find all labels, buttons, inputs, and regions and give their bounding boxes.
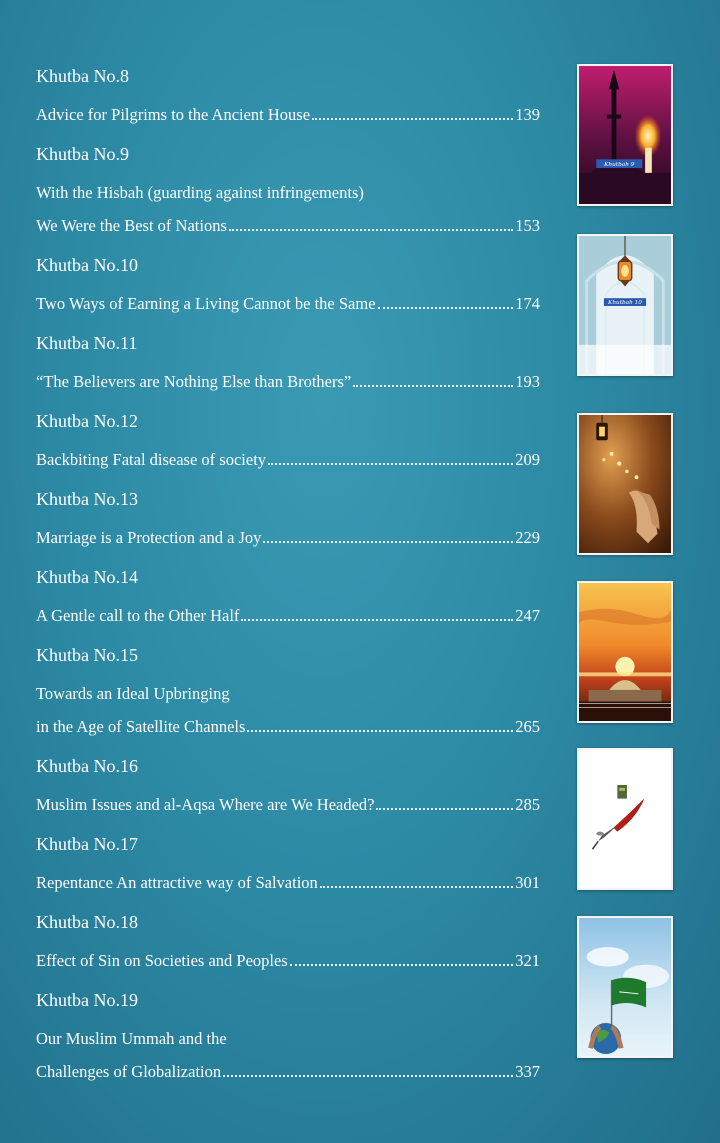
- toc-line[interactable]: [36, 216, 540, 236]
- toc-line[interactable]: [36, 1062, 540, 1082]
- khutba-number: Khutba No.16: [36, 756, 138, 776]
- dot-leader: [353, 384, 513, 387]
- thumbnail-column: [577, 0, 677, 1143]
- toc-entry: [36, 144, 540, 236]
- khutba-title: We Were the Best of Nations: [36, 216, 227, 235]
- page-number: 229: [515, 528, 540, 547]
- thumbnail-caption: Khutbah 9: [604, 162, 635, 169]
- khutba-number: Khutba No.19: [36, 990, 138, 1010]
- dot-leader: [376, 807, 513, 810]
- dot-leader: [290, 963, 514, 966]
- khutba-number: Khutba No.14: [36, 567, 138, 587]
- toc-line[interactable]: [36, 717, 540, 737]
- toc-entry: [36, 834, 540, 893]
- page-number: 321: [515, 951, 540, 970]
- dot-leader: [378, 306, 514, 309]
- khutba-title: Two Ways of Earning a Living Cannot be the Same: [36, 294, 376, 313]
- dot-leader: [320, 885, 513, 888]
- dot-leader: [247, 729, 513, 732]
- praying-hands-thumbnail: [577, 413, 673, 555]
- khutba-number: Khutba No.9: [36, 144, 129, 164]
- toc-line[interactable]: [36, 606, 540, 626]
- khutba-title: in the Age of Satellite Channels: [36, 717, 246, 736]
- toc-line[interactable]: [36, 372, 540, 392]
- khutba-title: With the Hisbah (guarding against infringements): [36, 183, 364, 202]
- toc-line[interactable]: [36, 294, 540, 314]
- khutba-number: Khutba No.12: [36, 411, 138, 431]
- toc-entry: [36, 411, 540, 470]
- khutba-title: Repentance An attractive way of Salvation: [36, 873, 318, 892]
- toc-line: [36, 684, 540, 704]
- khutba-title: Our Muslim Ummah and the: [36, 1029, 227, 1048]
- lantern-arch-thumbnail: [577, 234, 673, 376]
- dot-leader: [268, 462, 513, 465]
- khutba-title: Muslim Issues and al-Aqsa Where are We Headed?: [36, 795, 375, 814]
- khutba-number: Khutba No.11: [36, 333, 138, 353]
- page-number: 265: [515, 717, 540, 736]
- toc-line[interactable]: [36, 105, 540, 125]
- flag-globe-thumbnail: [577, 916, 673, 1058]
- khutba-title: Effect of Sin on Societies and Peoples: [36, 951, 288, 970]
- page-number: 247: [515, 606, 540, 625]
- toc-line[interactable]: [36, 450, 540, 470]
- toc-line[interactable]: [36, 951, 540, 971]
- toc-line: [36, 183, 540, 203]
- toc-line[interactable]: [36, 795, 540, 815]
- page-number: 337: [515, 1062, 540, 1081]
- table-of-contents: [36, 66, 540, 1101]
- toc-entry: [36, 567, 540, 626]
- dot-leader: [229, 228, 513, 231]
- toc-entry: [36, 645, 540, 737]
- toc-line: [36, 1029, 540, 1049]
- page-number: 301: [515, 873, 540, 892]
- dot-leader: [241, 618, 513, 621]
- khutba-title: Backbiting Fatal disease of society: [36, 450, 267, 469]
- dot-leader: [223, 1074, 513, 1077]
- khutba-title: Towards an Ideal Upbringing: [36, 684, 230, 703]
- page-number: 174: [515, 294, 540, 313]
- khutba-title: A Gentle call to the Other Half: [36, 606, 240, 625]
- khutba-title: “The Believers are Nothing Else than Brothers”: [36, 372, 352, 391]
- khutba-number: Khutba No.18: [36, 912, 138, 932]
- page-number: 209: [515, 450, 540, 469]
- toc-entry: [36, 990, 540, 1082]
- dot-leader: [312, 117, 513, 120]
- toc-entry: [36, 333, 540, 392]
- page-number: 193: [515, 372, 540, 391]
- dot-leader: [263, 540, 513, 543]
- khutba-number: Khutba No.8: [36, 66, 129, 86]
- sunset-dome-thumbnail: [577, 581, 673, 723]
- khutba-title: Marriage is a Protection and a Joy: [36, 528, 262, 547]
- khutba-number: Khutba No.10: [36, 255, 138, 275]
- toc-line[interactable]: [36, 528, 540, 548]
- toc-entry: [36, 489, 540, 548]
- minaret-candle-thumbnail: [577, 64, 673, 206]
- toc-entry: [36, 756, 540, 815]
- toc-line[interactable]: [36, 873, 540, 893]
- khutba-number: Khutba No.13: [36, 489, 138, 509]
- page-number: 139: [515, 105, 540, 124]
- khutba-title: Advice for Pilgrims to the Ancient House: [36, 105, 311, 124]
- toc-entry: [36, 255, 540, 314]
- khutba-number: Khutba No.15: [36, 645, 138, 665]
- quill-book-thumbnail: [577, 748, 673, 890]
- toc-entry: [36, 912, 540, 971]
- thumbnail-caption: Khutbah 10: [608, 300, 642, 307]
- page-number: 285: [515, 795, 540, 814]
- toc-entry: [36, 66, 540, 125]
- page-number: 153: [515, 216, 540, 235]
- khutba-number: Khutba No.17: [36, 834, 138, 854]
- khutba-title: Challenges of Globalization: [36, 1062, 222, 1081]
